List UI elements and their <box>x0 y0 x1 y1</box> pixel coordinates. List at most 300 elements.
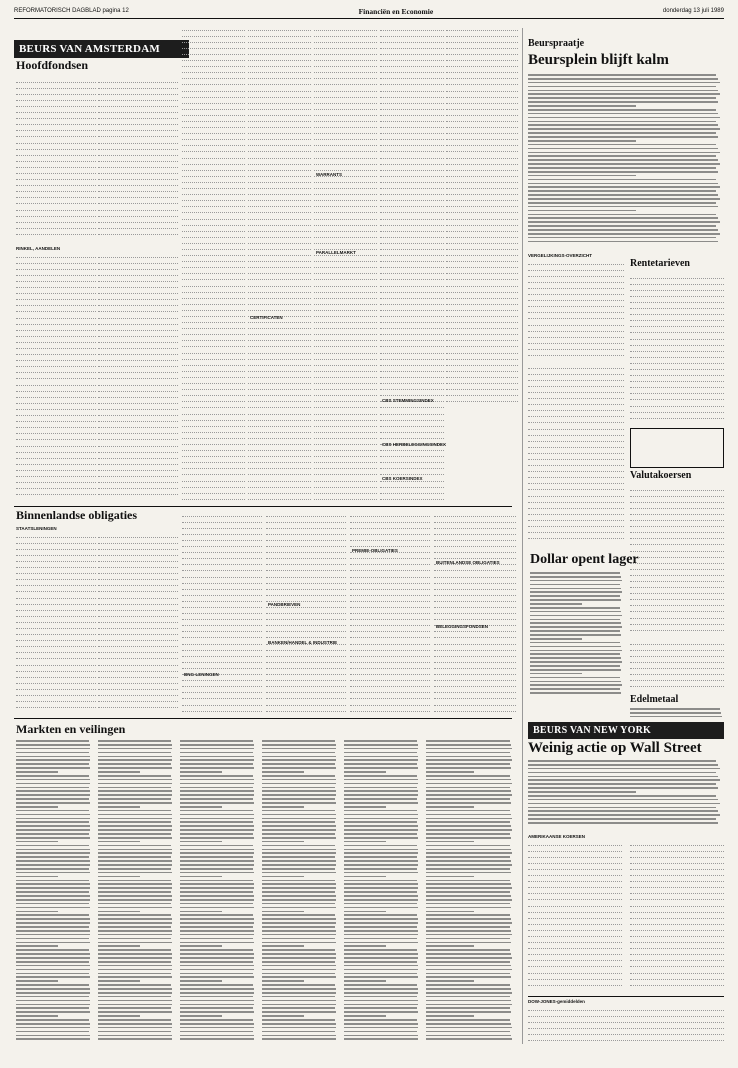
text-line <box>426 1000 511 1002</box>
text-line <box>344 1015 386 1017</box>
text-line <box>180 821 253 823</box>
table-row <box>182 512 262 517</box>
text-line <box>98 973 171 975</box>
table-row <box>380 166 444 171</box>
table-row <box>434 701 516 706</box>
text-line <box>262 976 336 978</box>
table-row <box>630 620 724 625</box>
table-row <box>380 367 444 372</box>
table-row <box>434 646 516 651</box>
text-line <box>180 961 253 963</box>
table-row <box>380 276 444 281</box>
table-row <box>380 227 444 232</box>
table-row <box>182 536 262 541</box>
text-line <box>262 938 335 940</box>
table-row <box>528 364 624 369</box>
text-line <box>180 907 254 909</box>
text-line <box>426 976 511 978</box>
table-row <box>350 542 430 547</box>
table-row <box>380 148 444 153</box>
text-line <box>180 787 253 789</box>
text-line <box>98 841 140 843</box>
text-line <box>16 845 89 847</box>
text-line <box>530 607 620 609</box>
text-line <box>262 945 304 947</box>
text-line <box>180 1007 253 1009</box>
table-row <box>350 701 430 706</box>
text-line <box>426 996 510 998</box>
table-row <box>16 308 96 313</box>
text-line <box>180 976 254 978</box>
text-line <box>262 1011 336 1013</box>
table-row <box>98 271 178 276</box>
table-row <box>98 399 178 404</box>
text-line <box>426 744 511 746</box>
text-line <box>180 841 222 843</box>
table-row <box>380 349 444 354</box>
table-row <box>248 215 311 220</box>
table-row <box>314 136 377 141</box>
table-row <box>630 304 724 309</box>
text-line <box>528 167 716 169</box>
text-line <box>180 880 253 882</box>
table-row <box>630 951 724 956</box>
text-line <box>16 860 90 862</box>
table-row <box>266 567 346 572</box>
table-row <box>248 373 311 378</box>
table-row <box>16 259 96 264</box>
amerikaanse-table-a <box>528 841 622 991</box>
table-row <box>16 418 96 423</box>
text-line <box>98 976 172 978</box>
text-line <box>630 712 721 714</box>
table-row <box>350 603 430 608</box>
text-line <box>98 856 171 858</box>
text-line <box>344 891 417 893</box>
text-line <box>528 163 720 165</box>
table-row <box>446 392 518 397</box>
text-line <box>180 864 254 866</box>
table-row <box>98 200 178 205</box>
text-line <box>426 841 474 843</box>
table-row <box>630 841 724 846</box>
table-row <box>380 422 444 427</box>
table-row <box>248 361 311 366</box>
table-row <box>380 312 444 317</box>
text-line <box>16 818 90 820</box>
text-line <box>16 868 89 870</box>
table-row <box>98 176 178 181</box>
text-line <box>262 748 336 750</box>
table-row <box>380 203 444 208</box>
text-line <box>16 895 90 897</box>
text-line <box>426 957 512 959</box>
table-row <box>266 610 346 615</box>
table-row <box>182 428 245 433</box>
table-row <box>182 591 262 596</box>
text-line <box>426 930 511 932</box>
text-line <box>262 1035 336 1037</box>
text-line <box>180 949 253 951</box>
text-line <box>180 767 254 769</box>
text-line <box>344 779 418 781</box>
text-line <box>530 619 620 621</box>
text-line <box>16 918 90 920</box>
text-line <box>98 980 140 982</box>
table-row <box>98 259 178 264</box>
text-line <box>262 880 335 882</box>
table-row <box>16 497 96 500</box>
table-row <box>182 549 262 554</box>
table-row <box>98 497 178 500</box>
text-line <box>98 899 172 901</box>
text-line <box>426 880 510 882</box>
table-row <box>528 896 622 901</box>
table-row <box>98 369 178 374</box>
table-row <box>380 154 444 159</box>
text-line <box>98 945 140 947</box>
obligaties-col-3 <box>182 512 262 712</box>
table-row <box>16 588 96 593</box>
text-line <box>262 899 336 901</box>
text-line <box>262 1007 335 1009</box>
text-line <box>98 825 172 827</box>
table-row <box>446 276 518 281</box>
koersen-column-4 <box>380 26 447 502</box>
table-row <box>16 533 96 538</box>
table-row <box>98 576 178 581</box>
table-row <box>182 677 262 682</box>
table-row <box>248 477 311 482</box>
table-row <box>98 563 178 568</box>
text-line <box>16 949 89 951</box>
table-row <box>248 160 311 165</box>
table-row <box>380 117 444 122</box>
text-line <box>426 953 511 955</box>
table-row <box>380 99 444 104</box>
table-row <box>182 75 245 80</box>
table-row <box>314 331 377 336</box>
text-line <box>528 179 716 181</box>
table-row <box>630 541 724 546</box>
table-row <box>314 319 377 324</box>
text-line <box>528 194 718 196</box>
table-row <box>182 416 245 421</box>
table-row <box>266 670 346 675</box>
table-row <box>16 265 96 270</box>
text-line <box>16 945 58 947</box>
table-row <box>16 600 96 605</box>
text-line <box>528 183 718 185</box>
text-line <box>344 922 418 924</box>
text-line <box>262 814 336 816</box>
table-row <box>16 351 96 356</box>
table-row <box>248 154 311 159</box>
table-row <box>16 332 96 337</box>
table-row <box>446 124 518 129</box>
table-row <box>314 75 377 80</box>
table-row <box>528 1030 724 1035</box>
text-line <box>98 860 172 862</box>
text-line <box>528 74 716 76</box>
table-row <box>266 616 346 621</box>
text-line <box>344 763 417 765</box>
table-row <box>350 573 430 578</box>
dow-heading: DOW-JONES-gemiddelden <box>528 999 585 1004</box>
text-line <box>16 852 90 854</box>
table-row <box>182 610 262 615</box>
newyork-headline: Weinig actie op Wall Street <box>528 740 702 756</box>
text-line <box>262 740 335 742</box>
table-row <box>182 300 245 305</box>
text-line <box>344 771 386 773</box>
table-row <box>16 704 96 709</box>
table-row <box>630 584 724 589</box>
text-line <box>426 1031 510 1033</box>
table-row <box>16 655 96 660</box>
table-row <box>248 459 311 464</box>
text-line <box>344 1023 418 1025</box>
table-row <box>266 585 346 590</box>
table-row <box>98 151 178 156</box>
text-line <box>344 849 418 851</box>
text-line <box>262 1004 336 1006</box>
table-row <box>98 139 178 144</box>
table-row <box>248 501 311 502</box>
table-row <box>314 148 377 153</box>
obligaties-col-5 <box>350 512 430 712</box>
table-row <box>98 277 178 282</box>
text-line <box>426 868 510 870</box>
table-row <box>98 594 178 599</box>
text-line <box>16 942 90 944</box>
text-line <box>16 922 90 924</box>
text-line <box>426 965 511 967</box>
rinkel-table-a <box>16 253 96 500</box>
table-row <box>434 518 516 523</box>
table-row <box>434 536 516 541</box>
table-row <box>380 355 444 360</box>
table-row <box>98 685 178 690</box>
table-row <box>630 987 724 991</box>
beurspraatje-heading: Beurspraatje <box>528 38 585 49</box>
text-line <box>16 988 90 990</box>
table-row <box>248 379 311 384</box>
table-row <box>350 561 430 566</box>
table-row <box>182 148 245 153</box>
text-line <box>180 868 253 870</box>
dow-table <box>528 1006 724 1046</box>
table-row <box>98 673 178 678</box>
table-row <box>248 239 311 244</box>
text-line <box>262 942 336 944</box>
text-line <box>426 887 512 889</box>
table-row <box>314 124 377 129</box>
table-row <box>630 372 724 377</box>
table-row <box>380 379 444 384</box>
table-row <box>630 286 724 291</box>
table-row <box>350 664 430 669</box>
newyork-article <box>528 760 724 830</box>
text-line <box>426 883 511 885</box>
pandbrieven-heading: PANDBRIEVEN <box>268 602 301 607</box>
text-line <box>98 775 171 777</box>
table-row <box>182 178 245 183</box>
table-row <box>182 446 245 451</box>
text-line <box>426 775 510 777</box>
text-line <box>262 903 335 905</box>
table-row <box>446 50 518 55</box>
table-row <box>630 408 724 413</box>
table-row <box>446 306 518 311</box>
text-line <box>630 716 722 718</box>
table-row <box>16 363 96 368</box>
table-row <box>266 518 346 523</box>
table-row <box>350 707 430 712</box>
text-line <box>426 783 512 785</box>
text-line <box>98 1035 172 1037</box>
table-row <box>380 111 444 116</box>
table-row <box>630 577 724 582</box>
dollar-headline: Dollar opent lager <box>530 552 639 567</box>
vergelijking-heading: VERGELIJKINGS-OVERZICHT <box>528 253 593 258</box>
table-row <box>98 545 178 550</box>
text-line <box>16 883 90 885</box>
text-line <box>262 965 336 967</box>
text-line <box>426 872 511 874</box>
text-line <box>16 992 90 994</box>
table-row <box>182 707 262 712</box>
table-row <box>98 600 178 605</box>
table-row <box>380 239 444 244</box>
koersen-column-2 <box>248 26 311 502</box>
text-line <box>426 837 511 839</box>
table-row <box>380 428 444 433</box>
table-row <box>630 311 724 316</box>
table-row <box>98 381 178 386</box>
text-line <box>528 772 716 774</box>
table-row <box>528 1012 724 1017</box>
text-line <box>180 934 254 936</box>
table-row <box>630 323 724 328</box>
text-line <box>530 653 620 655</box>
text-line <box>180 752 253 754</box>
text-line <box>180 852 254 854</box>
table-row <box>16 478 96 483</box>
table-row <box>446 312 518 317</box>
table-row <box>98 393 178 398</box>
issue-date: donderdag 13 juli 1989 <box>662 8 724 14</box>
text-line <box>344 814 418 816</box>
text-line <box>528 136 718 138</box>
table-row <box>98 442 178 447</box>
table-row <box>16 430 96 435</box>
text-line <box>180 759 254 761</box>
table-row <box>380 32 444 37</box>
table-row <box>314 459 377 464</box>
table-row <box>98 655 178 660</box>
text-line <box>262 934 336 936</box>
text-line <box>98 1004 172 1006</box>
text-line <box>262 969 336 971</box>
table-row <box>350 634 430 639</box>
text-line <box>344 1004 418 1006</box>
table-row <box>630 378 724 383</box>
text-line <box>426 949 510 951</box>
table-row <box>248 483 311 488</box>
table-row <box>630 664 724 669</box>
text-line <box>16 841 58 843</box>
text-line <box>262 957 336 959</box>
text-line <box>530 622 621 624</box>
text-line <box>98 984 171 986</box>
text-line <box>528 229 718 231</box>
text-line <box>528 109 716 111</box>
text-line <box>98 969 172 971</box>
table-row <box>98 661 178 666</box>
table-row <box>630 871 724 876</box>
table-row <box>380 386 444 391</box>
text-line <box>426 814 511 816</box>
text-line <box>180 771 222 773</box>
table-row <box>16 582 96 587</box>
text-line <box>180 953 254 955</box>
table-row <box>528 425 624 430</box>
table-row <box>182 239 245 244</box>
table-row <box>314 154 377 159</box>
table-row <box>98 302 178 307</box>
text-line <box>180 748 254 750</box>
text-line <box>180 802 254 804</box>
text-line <box>262 984 335 986</box>
table-row <box>528 297 624 302</box>
text-line <box>528 206 718 208</box>
table-row <box>266 530 346 535</box>
text-line <box>16 821 89 823</box>
table-row <box>16 551 96 556</box>
table-row <box>380 483 444 488</box>
text-line <box>528 225 716 227</box>
text-line <box>262 918 336 920</box>
text-line <box>16 934 90 936</box>
table-row <box>446 209 518 214</box>
table-row <box>16 230 96 235</box>
table-row <box>446 233 518 238</box>
text-line <box>344 945 386 947</box>
table-row <box>434 549 516 554</box>
table-row <box>630 420 724 424</box>
text-line <box>262 856 335 858</box>
text-line <box>98 891 171 893</box>
text-line <box>16 790 90 792</box>
text-line <box>530 576 621 578</box>
text-line <box>262 818 336 820</box>
text-line <box>530 572 620 574</box>
table-row <box>350 518 430 523</box>
text-line <box>98 961 171 963</box>
table-row <box>434 512 516 517</box>
table-row <box>446 373 518 378</box>
text-line <box>528 799 718 801</box>
table-row <box>446 105 518 110</box>
table-row <box>434 585 516 590</box>
text-line <box>344 895 418 897</box>
rinkel-heading: RINKEL, AANDELEN <box>16 246 61 251</box>
table-row <box>630 626 724 631</box>
table-row <box>314 306 377 311</box>
table-row <box>314 160 377 165</box>
table-row <box>16 643 96 648</box>
